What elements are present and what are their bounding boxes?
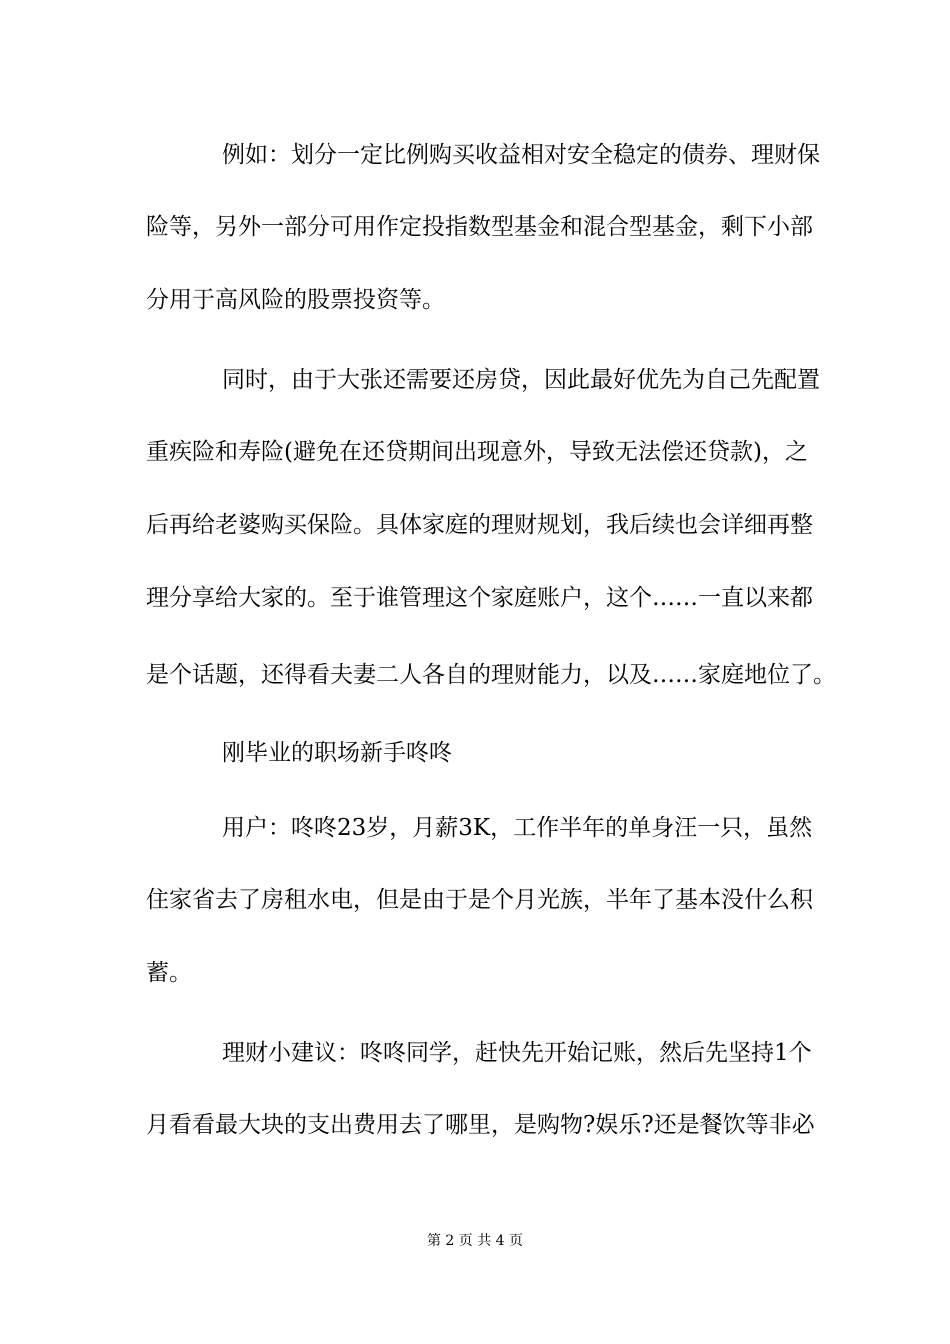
paragraph-line: 例如：划分一定比例购买收益相对安全稳定的债券、理财保 bbox=[222, 142, 820, 168]
paragraph-line: 分用于高风险的股票投资等。 bbox=[146, 287, 445, 313]
paragraph-line: 是个话题，还得看夫妻二人各自的理财能力，以及……家庭地位了。 bbox=[146, 662, 836, 688]
paragraph-line: 理分享给大家的。至于谁管理这个家庭账户，这个……一直以来都 bbox=[146, 585, 813, 611]
paragraph-line: 重疾险和寿险(避免在还贷期间出现意外，导致无法偿还贷款)，之 bbox=[146, 439, 808, 465]
paragraph-line: 理财小建议：咚咚同学，赶快先开始记账，然后先坚持1个 bbox=[222, 1040, 812, 1066]
paragraph-line: 用户：咚咚23岁，月薪3K，工作半年的单身汪一只，虽然 bbox=[222, 815, 813, 841]
paragraph-line: 蓄。 bbox=[146, 960, 192, 986]
section-heading: 刚毕业的职场新手咚咚 bbox=[222, 740, 452, 766]
paragraph-line: 住家省去了房租水电，但是由于是个月光族，半年了基本没什么积 bbox=[146, 887, 813, 913]
paragraph-line: 险等，另外一部分可用作定投指数型基金和混合型基金，剩下小部 bbox=[146, 214, 813, 240]
paragraph-line: 同时，由于大张还需要还房贷，因此最好优先为自己先配置 bbox=[222, 367, 820, 393]
paragraph-line: 后再给老婆购买保险。具体家庭的理财规划，我后续也会详细再整 bbox=[146, 512, 813, 538]
page-number-footer: 第 2 页 共 4 页 bbox=[426, 1233, 524, 1249]
paragraph-line: 月看看最大块的支出费用去了哪里，是购物?娱乐?还是餐饮等非必 bbox=[146, 1112, 815, 1138]
